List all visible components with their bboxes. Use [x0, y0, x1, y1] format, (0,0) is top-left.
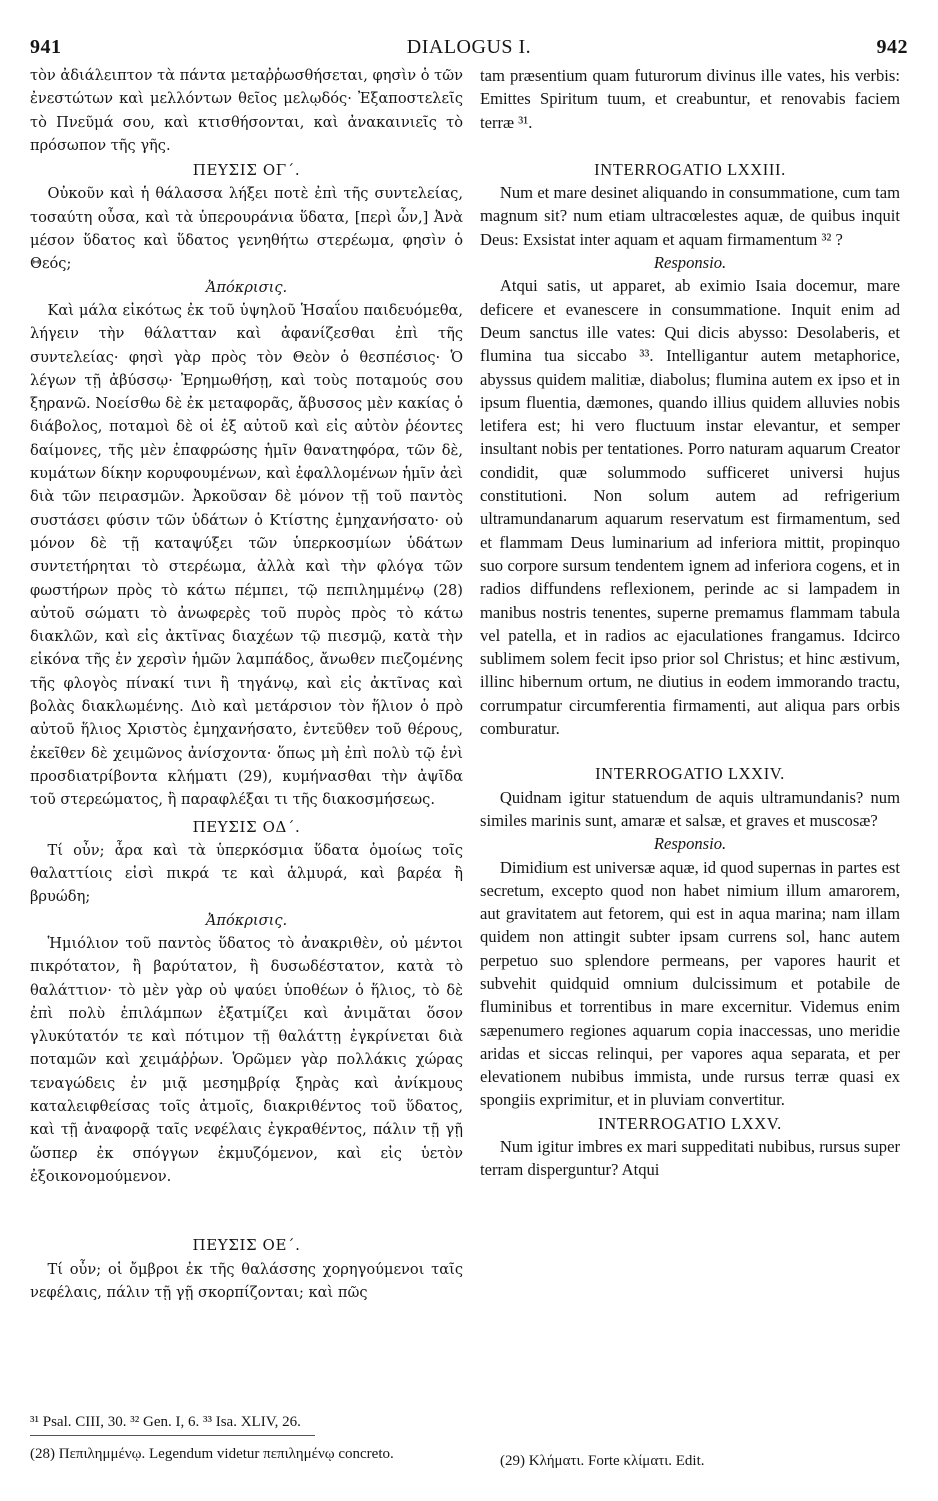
greek-paragraph: Τί οὖν; οἱ ὄμβροι ἐκ τῆς θαλάσσης χορηγούμενοι ταῖς νεφέλαις, πάλιν τῇ γῇ σκορπίζονται; καὶ πῶς [30, 1260, 463, 1301]
greek-question-heading: ΠΕΥΣΙΣ ΟΔ΄. [192, 817, 301, 836]
greek-answer-heading: Ἀπόκρισις. [205, 911, 288, 929]
greek-paragraph: Καὶ μάλα εἰκότως ἐκ τοῦ ὑψηλοῦ Ἡσαΐου παιδευόμεθα, λήγειν τὴν θάλατταν καὶ ἀφανίζεσθαι ἐπὶ τῆς συντελείας· φησὶ γὰρ πρὸς τὸν Θεὸν ὁ θεσπέσιος· Ὁ λέγων τῇ ἀβύσσῳ· Ἐρημωθήσῃ, καὶ τοὺς ποταμούς σου ξηρανῶ. Νοείσθω δὲ ἐκ μεταφορᾶς, ἄβυσσος μὲν κακίας ὁ διάβολος, ποταμοὶ δὲ οἱ ἐξ αὐτοῦ καὶ εἰς αὐτὸν ῥέοντες δαίμονες, τῆς μὲν ἐπαφρώσης ἡμῖν θανατηφόρα, τῶν δὲ, κυμάτων δίκην κορυφουμένων, καὶ ἐφαλλομένων ἡμῖν ἀεὶ διὰ τῶν πειρασμῶν. Ἀρκοῦσαν δὲ μόνον τῇ τοῦ παντὸς συστάσει φύσιν τῶν ὑδάτων ὁ Κτίστης ἐμηχανήσατο· οὐ μόνον δὲ τῇ καταψύξει τῶν ὑπερκοσμίων ὑδάτων συντετήρηται τὸ στερέωμα, ἀλλὰ καὶ τὴν φλόγα τῶν φωστήρων πρὸς τὸ κάτω πέμπει, τῷ πεπιλημμένῳ (28) αὐτοῦ σώματι τὸ ἀνωφερὲς τοῦ πυρὸς πρὸς τὸ κάτω διακλῶν, καὶ εἰς ἀκτῖνας διαχέων τῷ πιεσμῷ, κατὰ τὴν εἰκόνα τῆς ἐν χερσὶν ἡμῶν λαμπάδος, ἄνωθεν πιεζομένης τῆς φλογὸς πίνακί τινι ἢ τηγάνῳ, καὶ εἰς ἀκτῖνας καὶ βολὰς διακλωμένης. Διὸ καὶ μετάρσιον τὸν ἥλιον ὁ πρὸ αὐτοῦ ἥλιος Χριστὸς ἐμηχανήσατο, ἐντεῦθεν τοῦ θέρους, ἐκεῖθεν δὲ χειμῶνος ἀνίσχοντα· ὅπως μὴ ἐπὶ πολὺ τῷ ἑνὶ προσδιατρίβοντα κλήματι (29), κυμήνασθαι τὴν ἀψῖδα τοῦ στερεώματος, ἢ παραφλέξαι τι τῆς διακοσμήσεως. [30, 301, 463, 809]
latin-answer-heading: Responsio. [653, 253, 727, 273]
latin-paragraph: Quidnam igitur statuendum de aquis ultramundanis? num similes marinis sunt, amaræ et salsæ, et graves et muscosæ? [480, 787, 900, 830]
page-number-left: 941 [30, 36, 62, 58]
running-title: DIALOGUS I. [406, 36, 532, 58]
greek-question-heading: ΠΕΥΣΙΣ ΟΕ΄. [192, 1236, 301, 1255]
greek-column [30, 64, 463, 1304]
latin-paragraph: tam præsentium quam futurorum divinus ille vates, his verbis: Emittes Spiritum tuum, et creabuntur, et renovabis faciem terræ ³¹. [480, 66, 900, 132]
latin-paragraph: Dimidium est universæ aquæ, id quod supernas in partes est secretum, excepto quod non habet nimium illum amarorem, aut gravitatem aut fetorem, qui est in aqua marina; nam illam quidem non attingit subter ipsam currens sol, hanc autem perpetuo suo splendore permeans, per vapores haurit et subvehit quidquid omnium dulcissimum et potabile de fluminibus et torrentibus in mare excernitur. Videmus enim sæpenumero regiones aquarum copia inaccessas, uno meridie aridas et siccas relinqui, per vapores aqua separata, et per elevationem nubibus immista, unde rursus terræ quasi ex spongiis exprimitur, et in pluviam convertitur. [480, 857, 900, 1110]
latin-column [480, 64, 900, 1182]
latin-question-heading: INTERROGATIO LXXIII. [594, 159, 786, 179]
greek-paragraph: Οὐκοῦν καὶ ἡ θάλασσα λήξει ποτὲ ἐπὶ τῆς συντελείας, τοσαύτη οὖσα, καὶ τὰ ὑπερουράνια ὕδατα, [περὶ ὧν,] Ἀνὰ μέσον ὕδατος καὶ ὕδατος γενηθήτω στερέωμα, φησὶν ὁ Θεός; [30, 185, 463, 273]
greek-paragraph: Τί οὖν; ἆρα καὶ τὰ ὑπερκόσμια ὕδατα ὁμοίως τοῖς θαλαττίοις εἰσὶ πικρά τε καὶ ἁλμυρά, καὶ βαρέα ἢ βρυώδη; [30, 841, 463, 906]
greek-paragraph: τὸν ἀδιάλειπτον τὰ πάντα μεταῤῥωσθήσεται, φησὶν ὁ τῶν ἐνεστώτων καὶ μελλόντων θεῖος μελῳδός· Ἐξαποστελεῖς τὸ Πνεῦμά σου, καὶ κτισθήσονται, καὶ ἀνακαινιεῖς τὸ πρόσωπον τῆς γῆς. [30, 67, 463, 154]
latin-paragraph: Num et mare desinet aliquando in consummatione, cum tam magnum sit? num etiam ultracœlestes aquæ, de quibus inquit Deus: Exsistat inter aquam et aquam firmamentum ³² ? [480, 183, 900, 249]
footnote-29: (29) Κλήματι. Forte κλίματι. Edit. [500, 1453, 705, 1469]
latin-answer-heading: Responsio. [653, 834, 727, 854]
latin-paragraph: Num igitur imbres ex mari suppeditati nubibus, rursus super terram disperguntur? Atqui [480, 1137, 900, 1180]
page-number-right: 942 [876, 36, 908, 58]
greek-paragraph: Ἡμιόλιον τοῦ παντὸς ὕδατος τὸ ἀνακριθὲν, οὐ μέντοι πικρότατον, ἢ βαρύτατον, ἢ δυσωδέστατον, κατὰ τὸ θαλάττιον· τὸ μὲν γὰρ οὐ ψαύει ὑποθέων ὁ ἥλιος, τὸ δὲ ἐπὶ πολὺ ἐπιλάμπων ἐξατμίζει καὶ ἀνιμᾶται ὅσον γλυκύτατόν τε καὶ πότιμον τῇ θαλάττῃ ἐγκρίνεται διὰ ποταμῶν καὶ χειμάῤῥων. Ὁρῶμεν γὰρ πολλάκις χώρας τεναγώδεις ἐν μιᾷ μεσημβρίᾳ ξηρὰς καὶ ἀνίκμους καταλειφθείσας τοῖς ἀτμοῖς, διακριθέντος τοῦ ὕδατος, καὶ τῇ ἀναφορᾷ ταῖς νεφέλαις ἐγκραθέντος, πάλιν τῇ γῇ ὥσπερ ἐκ σπόγγων ἐκμυζόμενον, καὶ εἰς ὑετὸν ἐξοικονομούμενον. [30, 934, 463, 1185]
latin-question-heading: INTERROGATIO LXXIV. [595, 764, 785, 784]
scripture-references [30, 1411, 470, 1434]
greek-answer-heading: Ἀπόκρισις. [205, 278, 288, 296]
latin-question-heading: INTERROGATIO LXXV. [598, 1113, 782, 1133]
footnote-28: (28) Πεπιλημμένῳ. Legendum videtur πεπιλημένῳ concreto. [30, 1446, 394, 1462]
reference-line: ³¹ Psal. CIII, 30. ³² Gen. I, 6. ³³ Isa. XLIV, 26. [30, 1414, 301, 1430]
footnote-rule [30, 1435, 315, 1436]
greek-question-heading: ΠΕΥΣΙΣ ΟΓ΄. [192, 161, 301, 180]
latin-paragraph: Atqui satis, ut apparet, ab eximio Isaia docemur, mare deficere et evanescere in consummatione. Inquit enim ad Deum sanctus ille vates: Qui dicis abysso: Desolaberis, et flumina tua siccabo ³³. Intelligantur autem metaphorice, abyssus quidem malitiæ, diabolus; flumina autem ex ipso et in ipsum fluentia, dæmones, quando illius quidem alluvies nobis letifera est; hi vero fluctuum instar elevantur, et semper insultant nobis per tentationes. Porro naturam aquarum Creator condidit, quæ solummodo sufficeret universi hujus constitutioni. Non solum autem ad refrigerium ultramundanarum aquarum reservatum est firmamentum, sed et flammam Deus luminarium ad inferiora mittit, propinquo suo corpore sursum tendentem ignem ad inferiora cogens, et in radios diffundens reflexionem, perinde ac si lampadem in manibus nostris tenentes, superne premamus flammam tabula vel patella, et in radios ac ejaculationes frangamus. Idcirco sublimem solem fecit ipso prior sol Christus; et hinc æstivum, illinc hibernum ortum, ne diutius in eodem immorando tractu, corrumpatur circumferentia firmamenti, aut aliqua pars orbis comburatur. [480, 276, 900, 739]
running-header [30, 36, 908, 62]
